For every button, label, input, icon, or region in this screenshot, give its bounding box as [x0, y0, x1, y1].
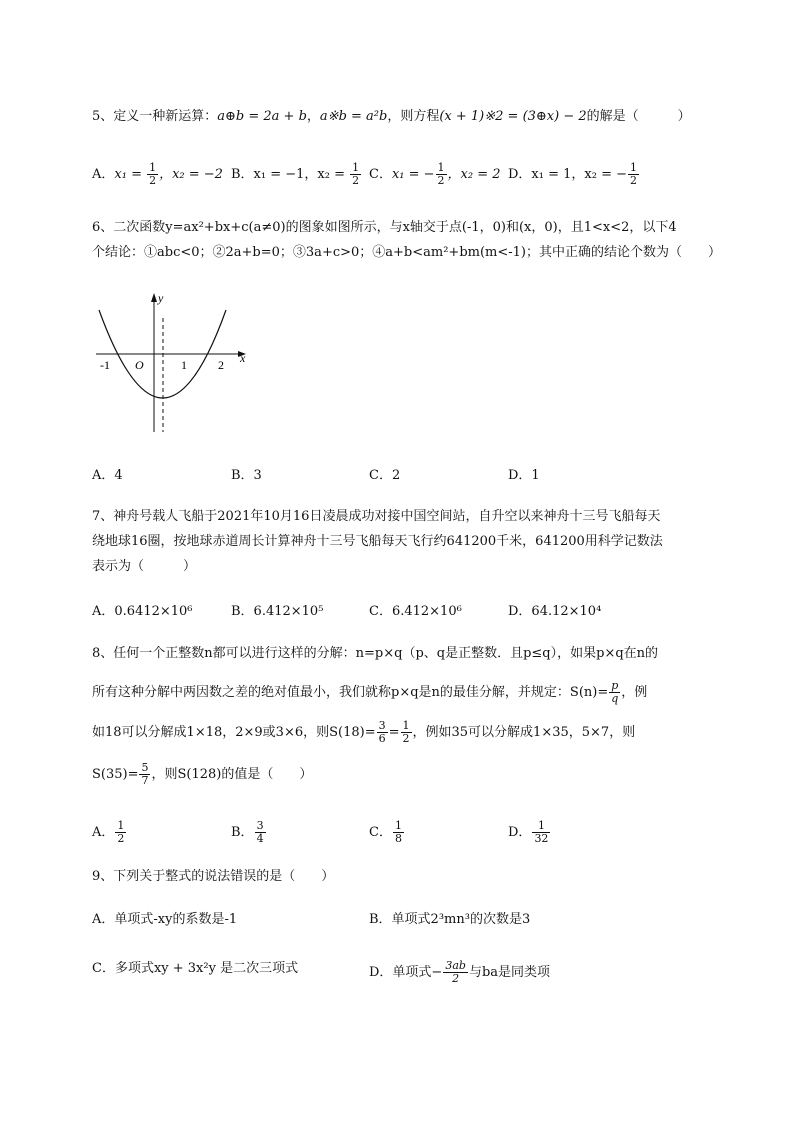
- fraction: $\frac{1}{2}$: [437, 161, 445, 187]
- q7-option-c: C．6.412×10⁶: [369, 604, 462, 619]
- q6-option-d: D．1: [508, 468, 540, 483]
- q7-option-d: D．64.12×10⁴: [508, 604, 602, 619]
- fraction: $\frac{p}{q}$: [611, 679, 619, 705]
- q8-stem-line3: 如18可以分解成1×18，2×9或3×6，则S(18)= $\frac{3}{6}$ = $\frac{1}{2}$ ，例如35可以分解成1×35，5×7，则: [92, 719, 636, 745]
- q6-stem-line2: 个结论：①abc<0；②2a+b=0；③3a+c>0；④a+b<am²+bm(m<-1)；其中正确的结论个数为（ ）: [92, 245, 721, 260]
- q9-option-a: A．单项式-xy的系数是-1: [92, 912, 238, 927]
- origin-label: O: [135, 358, 144, 372]
- y-axis-arrow: [151, 293, 157, 302]
- y-label: y: [158, 291, 164, 305]
- q6-stem-line1: 6、二次函数y=ax²+bx+c(a≠0)的图象如图所示，与x轴交于点(-1，0)和(x，0)，且1<x<2，以下4: [92, 220, 677, 235]
- q8-option-b: B． $\frac{3}{4}$: [231, 819, 264, 845]
- q8-option-d: D． $\frac{1}{32}$: [508, 819, 549, 845]
- x-label: x: [240, 351, 246, 365]
- fraction: $\frac{1}{2}$: [149, 161, 157, 187]
- fraction: $\frac{5}{7}$: [141, 761, 149, 787]
- q6-option-c: C．2: [369, 468, 401, 483]
- q5-option-a: A．x₁ = $\frac{1}{2}$ ，x₂ = −2: [92, 161, 223, 187]
- q9-option-c: C．多项式xy + 3x²y 是二次三项式: [92, 961, 299, 976]
- fraction: $\frac{1}{32}$: [534, 819, 549, 845]
- q7-stem-line2: 绕地球16圈，按地球赤道周长计算神舟十三号飞船每天飞行约641200千米，641200用科学记数法: [92, 534, 663, 549]
- q8-stem-line1: 8、任何一个正整数n都可以进行这样的分解：n=p×q（p、q是正整数．且p≤q），如果p×q在n的: [92, 646, 659, 661]
- fraction: $\frac{1}{2}$: [352, 161, 360, 187]
- q7-option-b: B．6.412×10⁵: [231, 604, 324, 619]
- q9-option-d: D．单项式− $\frac{3ab}{2}$ 与ba是同类项: [369, 959, 551, 985]
- q7-stem-line1: 7、神舟号载人飞船于2021年10月16日凌晨成功对接中国空间站，自升空以来神舟十三号飞船每天: [92, 509, 661, 524]
- q6-option-a: A．4: [92, 468, 123, 483]
- fraction: $\frac{3}{4}$: [256, 819, 264, 845]
- q5-option-c: C．x₁ = − $\frac{1}{2}$ ，x₂ = 2: [369, 161, 501, 187]
- fraction: $\frac{1}{2}$: [402, 719, 410, 745]
- q8-stem-line2: 所有这种分解中两因数之差的绝对值最小，我们就称p×q是n的最佳分解，并规定：S(n)= $\frac{p}{q}$ ，例: [92, 679, 648, 705]
- fraction: $\frac{1}{2}$: [117, 819, 125, 845]
- q5-option-d: D．x₁ = 1，x₂ = − $\frac{1}{2}$: [508, 161, 637, 187]
- parabola-graph: [92, 288, 262, 438]
- fraction: $\frac{3ab}{2}$: [445, 959, 466, 985]
- q6-option-b: B．3: [231, 468, 262, 483]
- q5-option-b: B．x₁ = −1，x₂ = $\frac{1}{2}$: [231, 161, 360, 187]
- q9-stem: 9、下列关于整式的说法错误的是（ ）: [92, 869, 335, 884]
- q7-stem-line3: 表示为（ ）: [92, 559, 197, 574]
- tick-label-2: 2: [218, 358, 224, 372]
- fraction: $\frac{1}{2}$: [630, 161, 637, 187]
- tick-label-1: 1: [181, 358, 187, 372]
- tick-label-minus1: -1: [100, 358, 110, 372]
- q9-option-b: B．单项式2³mn³的次数是3: [369, 912, 531, 927]
- q8-option-a: A． $\frac{1}{2}$: [92, 819, 125, 845]
- q8-stem-line4: S(35)= $\frac{5}{7}$ ，则S(128)的值是（ ）: [92, 761, 313, 787]
- fraction: $\frac{1}{8}$: [394, 819, 402, 845]
- q8-option-c: C． $\frac{1}{8}$: [369, 819, 402, 845]
- q5-stem: 5、定义一种新运算：a⊕b = 2a + b，a※b = a²b，则方程(x + 1)※2 = (3⊕x) − 2的解是（ ）: [92, 109, 691, 124]
- fraction: $\frac{3}{6}$: [378, 719, 386, 745]
- q7-option-a: A．0.6412×10⁶: [92, 604, 193, 619]
